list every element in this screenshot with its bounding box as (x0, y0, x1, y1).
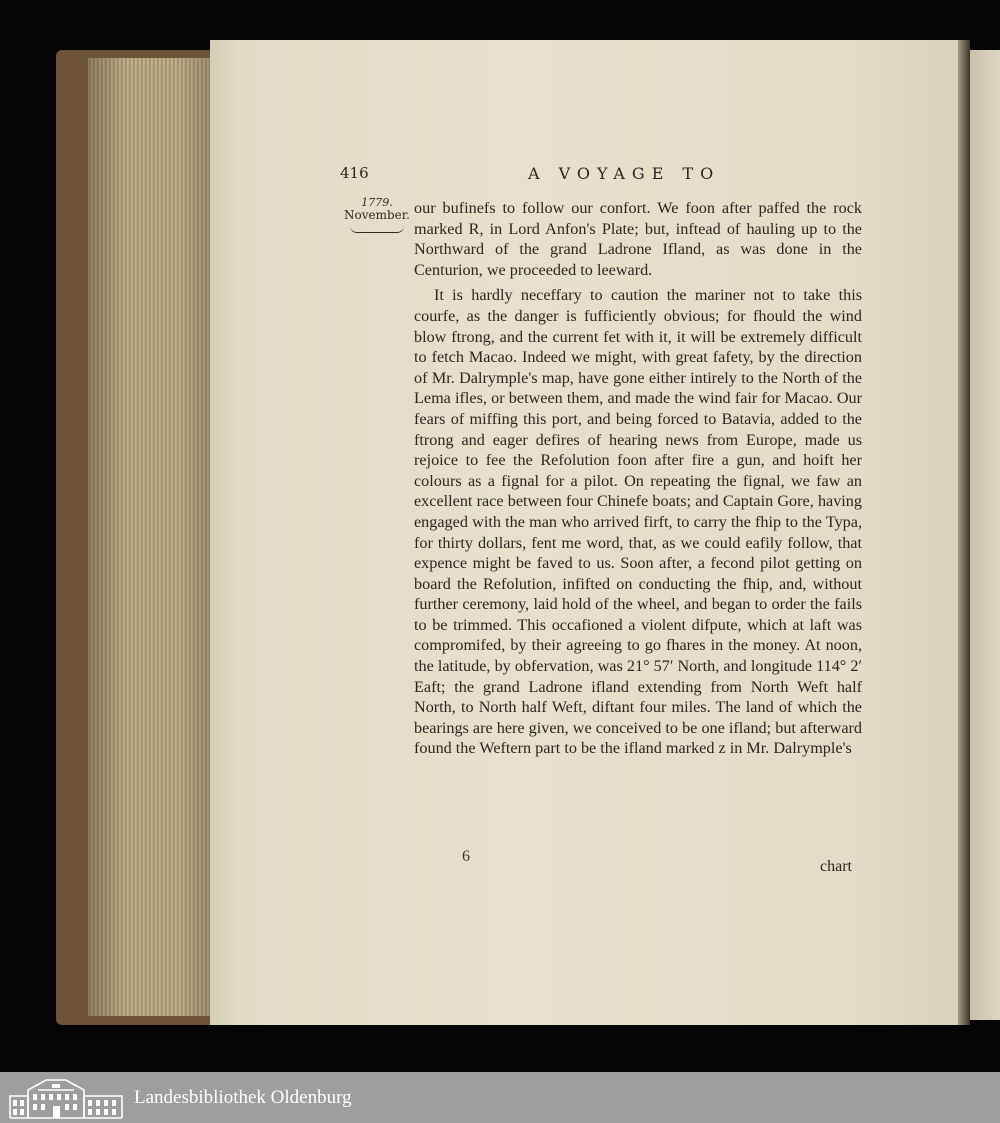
margin-note-year: 1779. (361, 196, 393, 209)
signature-mark: 6 (462, 848, 470, 865)
page-edges-shade (88, 58, 216, 1016)
book-gutter (958, 40, 970, 1025)
margin-note (342, 196, 412, 233)
facing-page-edge (970, 50, 1000, 1020)
margin-brace (350, 226, 404, 233)
running-title: A VOYAGE TO (528, 164, 721, 183)
library-name: Landesbibliothek Oldenburg (134, 1087, 352, 1108)
page-number: 416 (340, 164, 369, 182)
library-building-icon (8, 1076, 124, 1120)
paragraph: It is hardly neceffary to caution the mariner not to take this courfe, as the danger is fufficiently obvious; for fhould the wind blow ftrong, and the current fet with it, it will be extremely difficult to fetch Macao. Indeed we might, with great fafety, by the direction of Mr. Dalrymple's map, have gone either intirely to the North of the Lema ifles, or between them, and made the wind fair for Macao. Our fears of miffing this port, and being forced to Batavia, added to the ftrong and eager defires of hearing news from Europe, made us rejoice to fee the Refolution foon after fire a gun, and hoift her colours as a fignal for a pilot. On repeating the fignal, we faw an excellent race between four Chinefe boats; and Captain Gore, having engaged with the man who arrived firft, to carry the fhip to the Typa, for thirty dollars, fent me word, that, as we could eafily follow, that expence might be faved to us. Soon after, a fecond pilot getting on board the Refolution, infifted on conducting the fhip, and, without further ceremony, laid hold of the wheel, and began to order the fails to be trimmed. This occafioned a violent difpute, which at laft was compromifed, by their agreeing to go fhares in the money. At noon, the latitude, by obfervation, was 21° 57′ North, and longitude 114° 2′ Eaft; the grand Ladrone ifland extending from North Weft half North, to North half Weft, diftant four miles. The land of which the bearings are here given, we conceived to be one ifland; but afterward found the Weftern part to be the ifland marked z in Mr. Dalrymple's (414, 286, 862, 758)
catchword: chart (820, 858, 852, 875)
body-text (414, 198, 862, 759)
paragraph: our bufinefs to follow our confort. We foon after paffed the rock marked R, in Lord Anfon's Plate; but, inftead of hauling up to the Northward of the grand Ladrone Ifland, as was done in the Centurion, we proceeded to leeward. (414, 199, 862, 279)
library-footer (0, 1072, 1000, 1123)
margin-note-month: November. (344, 208, 410, 222)
